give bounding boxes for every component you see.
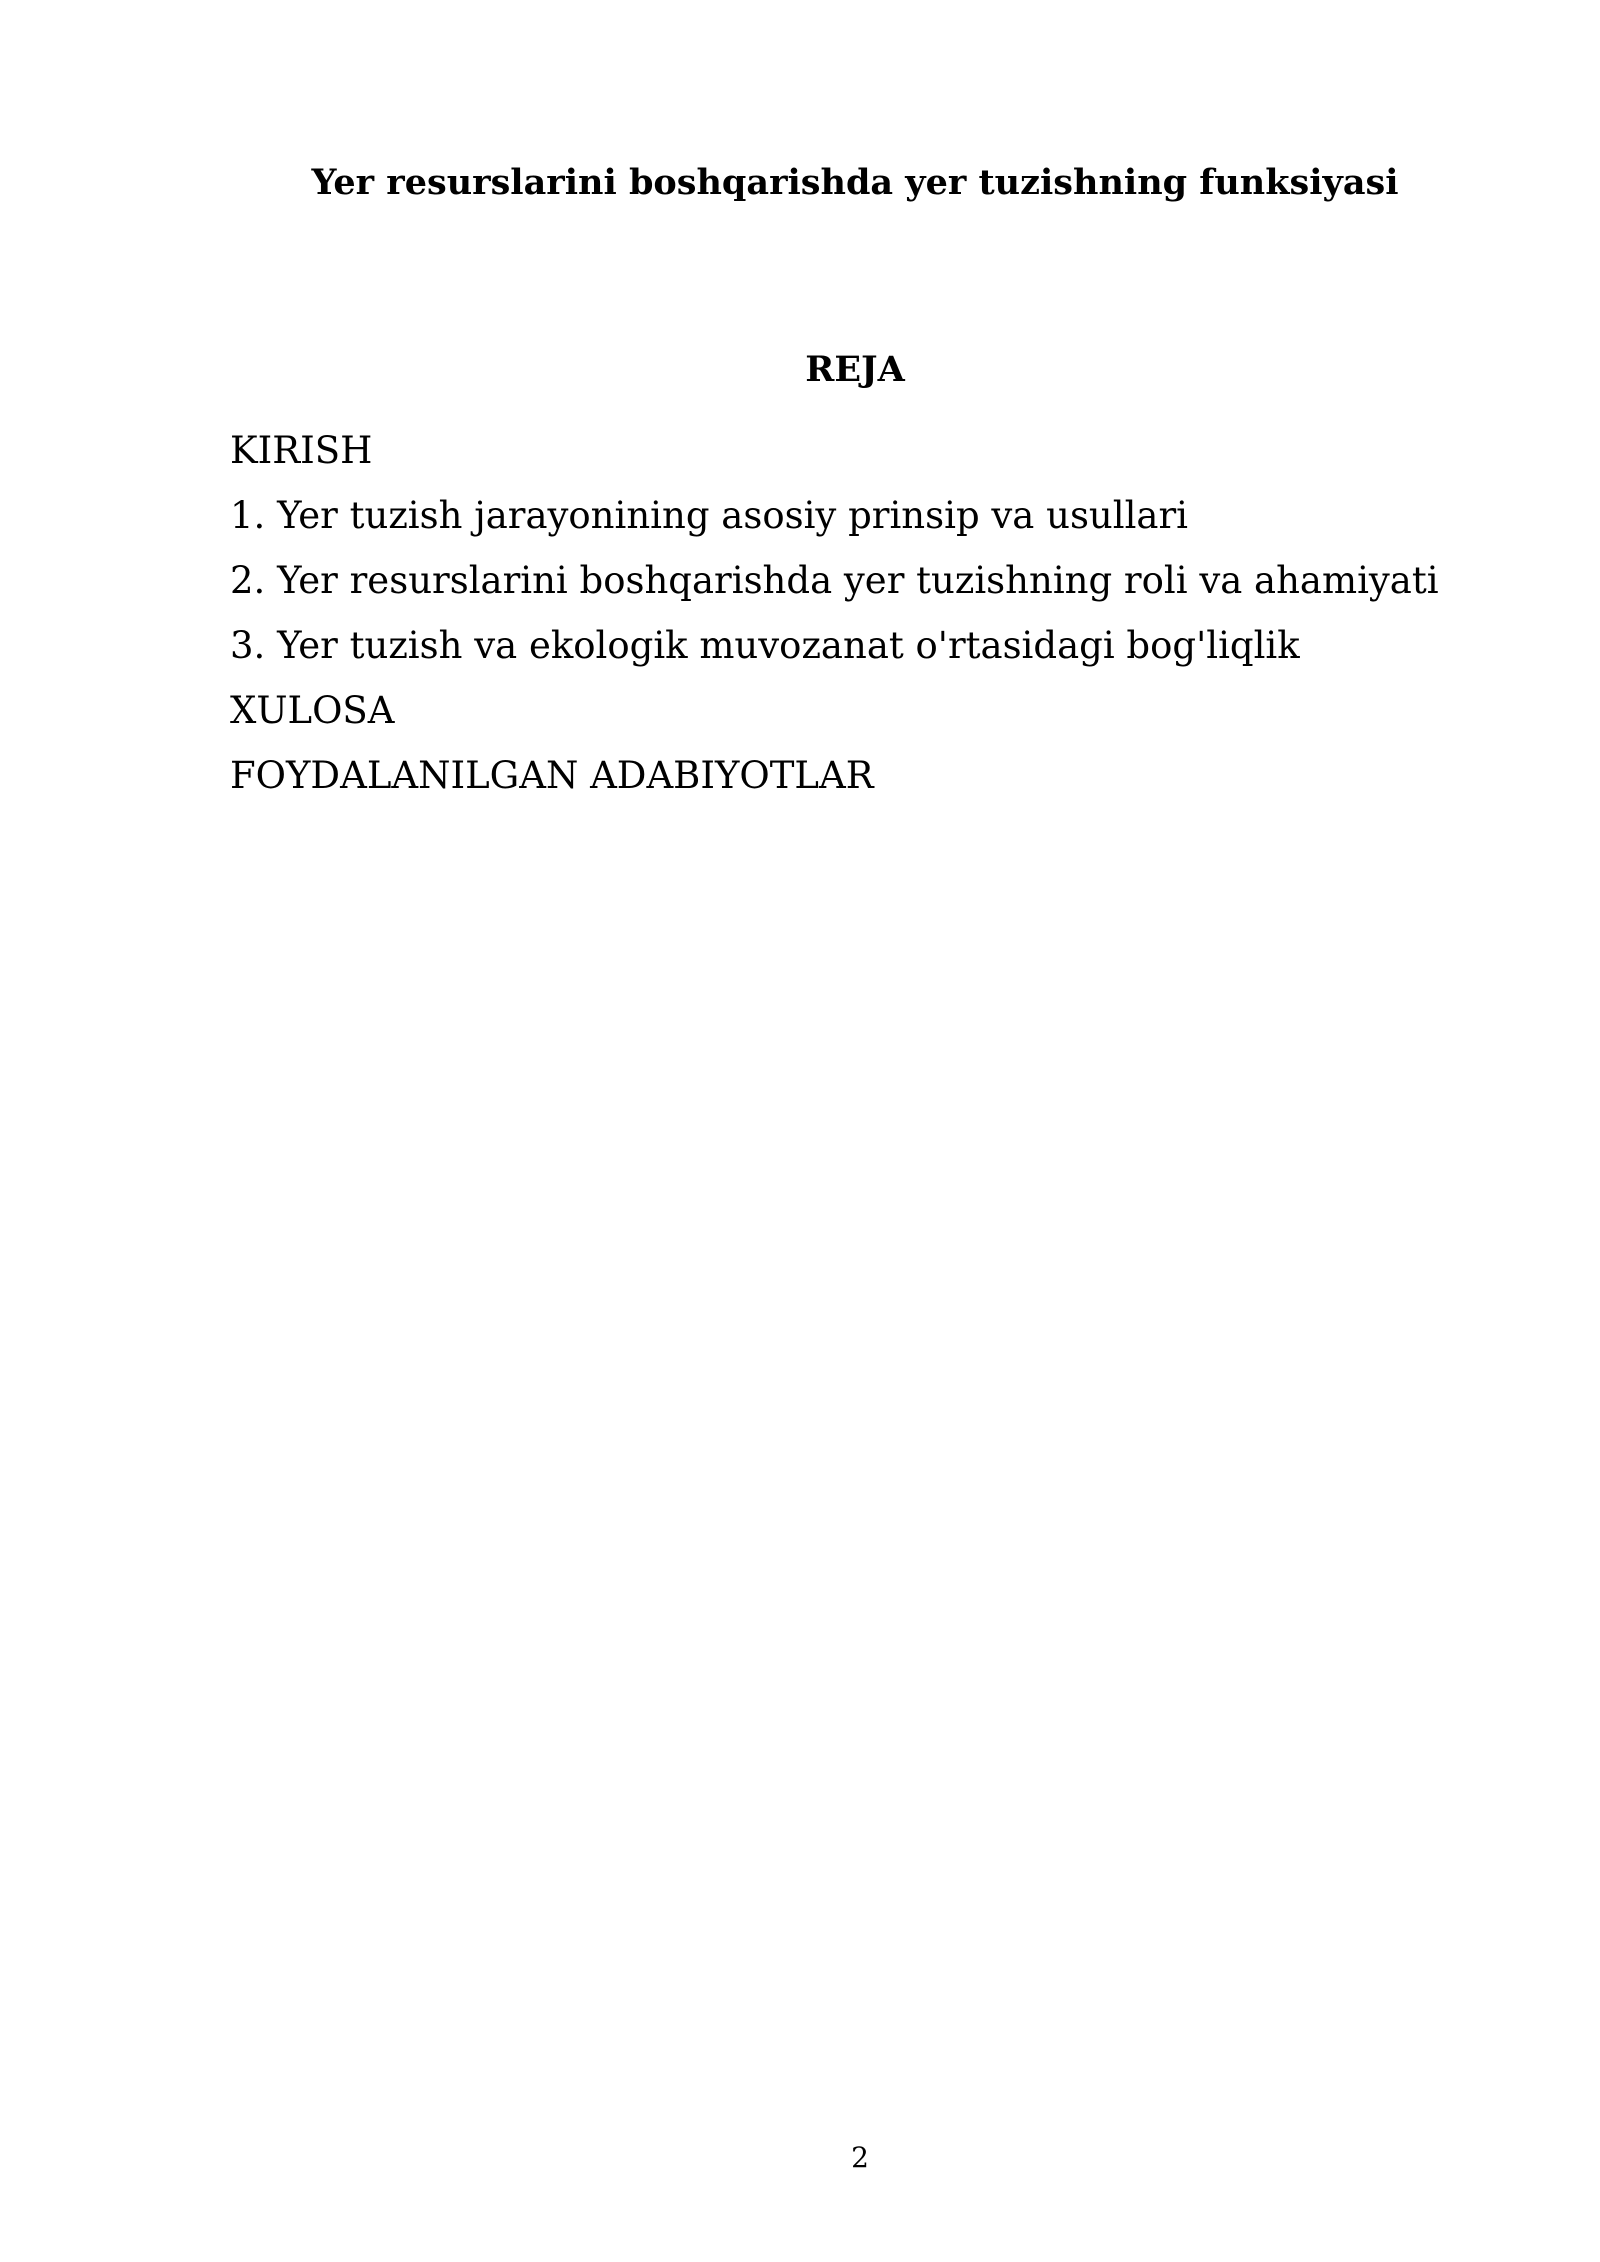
document-title: Yer resurslarini boshqarishda yer tuzishning funksiyasi	[311, 162, 1399, 203]
plan-item-2: 2. Yer resurslarini boshqarishda yer tuzishning roli va ahamiyati	[230, 559, 1439, 602]
plan-heading: REJA	[805, 349, 905, 390]
plan-item-3: 3. Yer tuzish va ekologik muvozanat o'rtasidagi bog'liqlik	[230, 624, 1300, 667]
page-number: 2	[851, 2141, 869, 2174]
plan-item-conclusion: XULOSA	[230, 689, 395, 732]
plan-item-1: 1. Yer tuzish jarayonining asosiy prinsip va usullari	[230, 494, 1189, 537]
plan-list	[230, 418, 1439, 808]
plan-item-references: FOYDALANILGAN ADABIYOTLAR	[230, 754, 874, 797]
plan-item-introduction: KIRISH	[230, 429, 373, 472]
